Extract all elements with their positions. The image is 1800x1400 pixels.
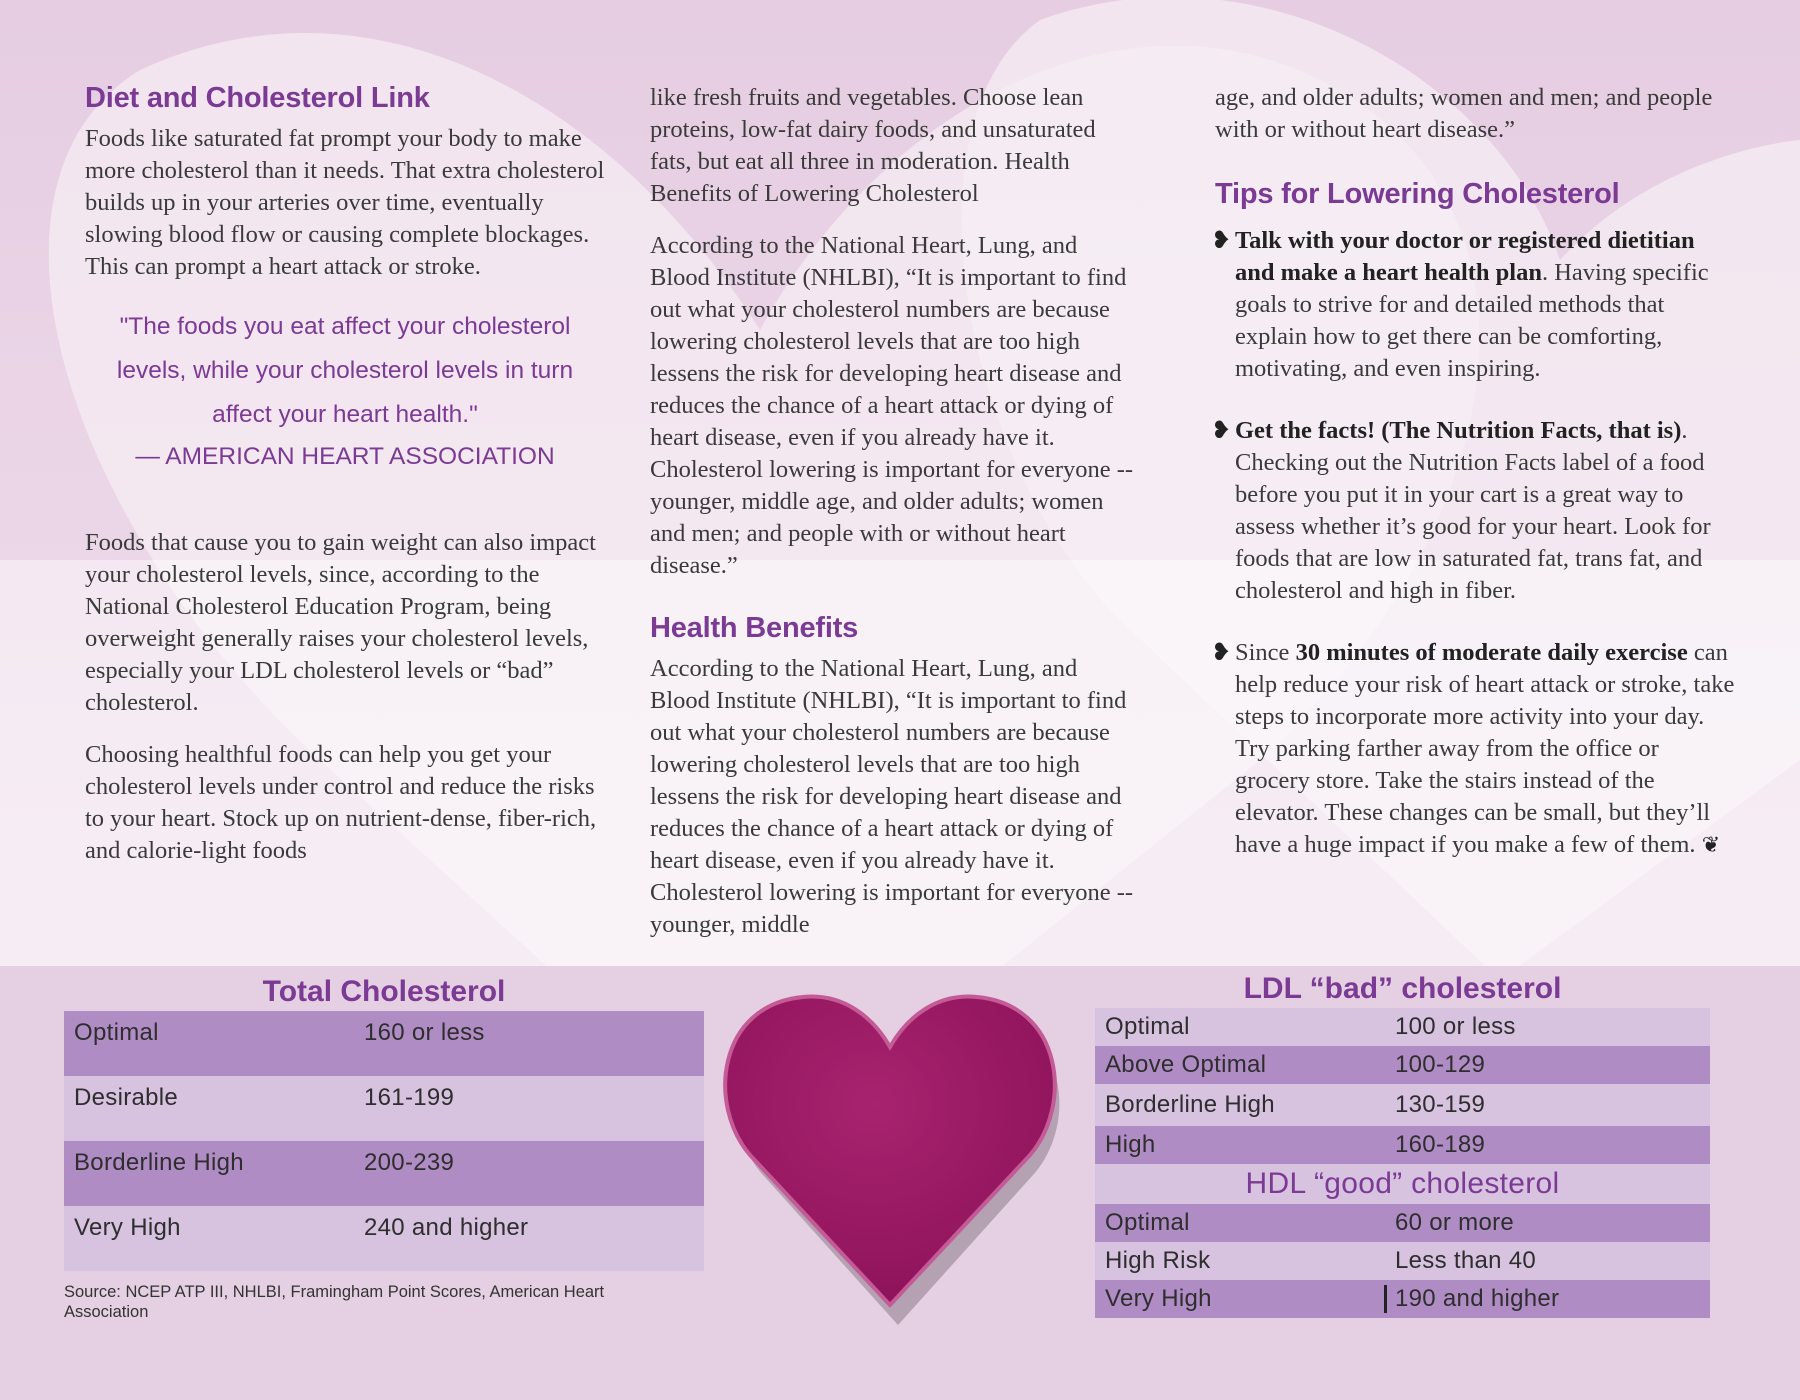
row-label: High — [1105, 1131, 1156, 1158]
paragraph: age, and older adults; women and men; and people with or without heart disease.” — [1215, 84, 1713, 143]
tip-text: Since — [1235, 639, 1296, 666]
tips-heading: Tips for Lowering Cholesterol — [1215, 178, 1620, 210]
heart-bullet-icon: ❥ — [1211, 640, 1232, 666]
row-label: Very High — [1105, 1285, 1212, 1312]
heart-bullet-icon: ❥ — [1211, 228, 1232, 254]
heart-body — [725, 997, 1055, 1305]
health-benefits-heading: Health Benefits — [650, 612, 859, 644]
tip-item — [1211, 225, 1735, 385]
row-label: Optimal — [1105, 1209, 1190, 1236]
column-1 — [85, 82, 605, 887]
tip-bold: 30 minutes of moderate daily exercise — [1295, 639, 1688, 666]
tip-text: . Checking out the Nutrition Facts label of a food before you put it in your cart is a great way to assess whether it’s good for your heart. Look for foods that are low in saturated fat, trans fat, and cholesterol and high in fiber. — [1235, 417, 1711, 604]
heart-bullet-icon: ❥ — [1211, 418, 1232, 444]
tip-text: . Having specific goals to strive for and detailed methods that explain how to get there can be comforting, motivating, and even inspiring. — [1235, 259, 1709, 382]
table-row — [1095, 1242, 1710, 1280]
row-value: 161-199 — [364, 1084, 455, 1111]
total-cholesterol-title: Total Cholesterol — [262, 975, 506, 1008]
paragraph: like fresh fruits and vegetables. Choose lean proteins, low-fat dairy foods, and unsaturated fats, but eat all three in moderation. Health Benefits of Lowering Cholesterol — [650, 84, 1096, 207]
table-row — [1095, 1280, 1710, 1318]
table-row — [64, 1076, 704, 1141]
pull-quote: "The foods you eat affect your cholesterol levels, while your cholesterol levels in turn affect your heart health." — [116, 313, 574, 428]
row-label: Optimal — [1105, 1013, 1190, 1040]
tip-item — [1211, 637, 1735, 861]
table-row — [64, 1206, 704, 1271]
row-value: 100 or less — [1395, 1013, 1516, 1040]
row-label: High Risk — [1105, 1247, 1211, 1274]
tip-item — [1211, 415, 1735, 607]
row-label: Desirable — [74, 1084, 179, 1111]
paragraph: Foods that cause you to gain weight can also impact your cholesterol levels, since, according to the National Cholesterol Education Program, being overweight generally raises your cholesterol levels, especially your LDL cholesterol levels or “bad” cholesterol. — [85, 529, 596, 716]
paragraph: Choosing healthful foods can help you get your cholesterol levels under control and reduce the risks to your heart. Stock up on nutrient-dense, fiber-rich, and calorie-light foods — [85, 741, 597, 864]
end-heart-icon: ❦ — [1701, 832, 1721, 857]
tip-bold: Get the facts! (The Nutrition Facts, that is) — [1235, 417, 1682, 444]
table-row — [1095, 1204, 1710, 1242]
paragraph: Foods like saturated fat prompt your body to make more cholesterol than it needs. That extra cholesterol builds up in your arteries over time, eventually slowing blood flow or causing complete blockages. This can prompt a heart attack or stroke. — [85, 125, 605, 280]
paragraph: According to the National Heart, Lung, and Blood Institute (NHLBI), “It is important to find out what your cholesterol numbers are because lowering cholesterol levels that are too high lessens the risk for developing heart disease and reduces the chance of a heart attack or dying of heart disease, even if you already have it. Cholesterol lowering is important for everyone -- younger, middle age, and older adults; women and men; and people with or without heart disease.” — [650, 232, 1134, 579]
row-value: 100-129 — [1395, 1051, 1486, 1078]
paragraph: According to the National Heart, Lung, and Blood Institute (NHLBI), “It is important to find out what your cholesterol numbers are because lowering cholesterol levels that are too high lessens the risk for developing heart disease and reduces the chance of a heart attack or dying of heart disease, even if you already have it. Cholesterol lowering is important for everyone -- younger, middle — [650, 655, 1134, 938]
row-value: Less than 40 — [1395, 1247, 1537, 1274]
ldl-title: LDL “bad” cholesterol — [1243, 972, 1562, 1005]
source-note: Source: NCEP ATP III, NHLBI, Framingham Point Scores, American Heart Association — [64, 1283, 605, 1321]
row-value: 200-239 — [364, 1149, 455, 1176]
diet-cholesterol-heading: Diet and Cholesterol Link — [85, 82, 430, 114]
row-label: Above Optimal — [1105, 1051, 1267, 1078]
table-row — [64, 1141, 704, 1206]
row-value: 160 or less — [364, 1019, 485, 1046]
table-row — [1095, 1046, 1710, 1084]
row-value: 240 and higher — [364, 1214, 529, 1241]
tip-bold: Talk with your doctor or registered dietitian and make a heart health plan — [1235, 227, 1695, 286]
table-row — [1095, 1084, 1710, 1126]
row-value: 190 and higher — [1384, 1285, 1699, 1313]
table-row — [64, 1011, 704, 1076]
hdl-title: HDL “good” cholesterol — [1095, 1164, 1710, 1204]
total-cholesterol-table — [64, 1011, 704, 1271]
row-label: Optimal — [74, 1019, 159, 1046]
column-3 — [1211, 82, 1735, 891]
row-value: 160-189 — [1395, 1131, 1486, 1158]
row-value: 60 or more — [1395, 1209, 1515, 1236]
row-value: 130-159 — [1395, 1091, 1486, 1118]
tip-text: can help reduce your risk of heart attack or stroke, take steps to incorporate more activity into your day. Try parking farther away from the office or grocery store. Take the stairs instead of the elevator. These changes can be small, but they’ll have a huge impact if you make a few of them. — [1235, 639, 1735, 858]
row-label: Borderline High — [74, 1149, 244, 1176]
table-row — [1095, 1008, 1710, 1046]
column-2 — [650, 82, 1140, 961]
ldl-hdl-table — [1095, 1008, 1710, 1318]
row-label: Borderline High — [1105, 1091, 1275, 1118]
row-label: Very High — [74, 1214, 181, 1241]
heart-icon — [715, 975, 1065, 1325]
quote-attribution: — AMERICAN HEART ASSOCIATION — [135, 443, 555, 470]
table-row — [1095, 1126, 1710, 1164]
